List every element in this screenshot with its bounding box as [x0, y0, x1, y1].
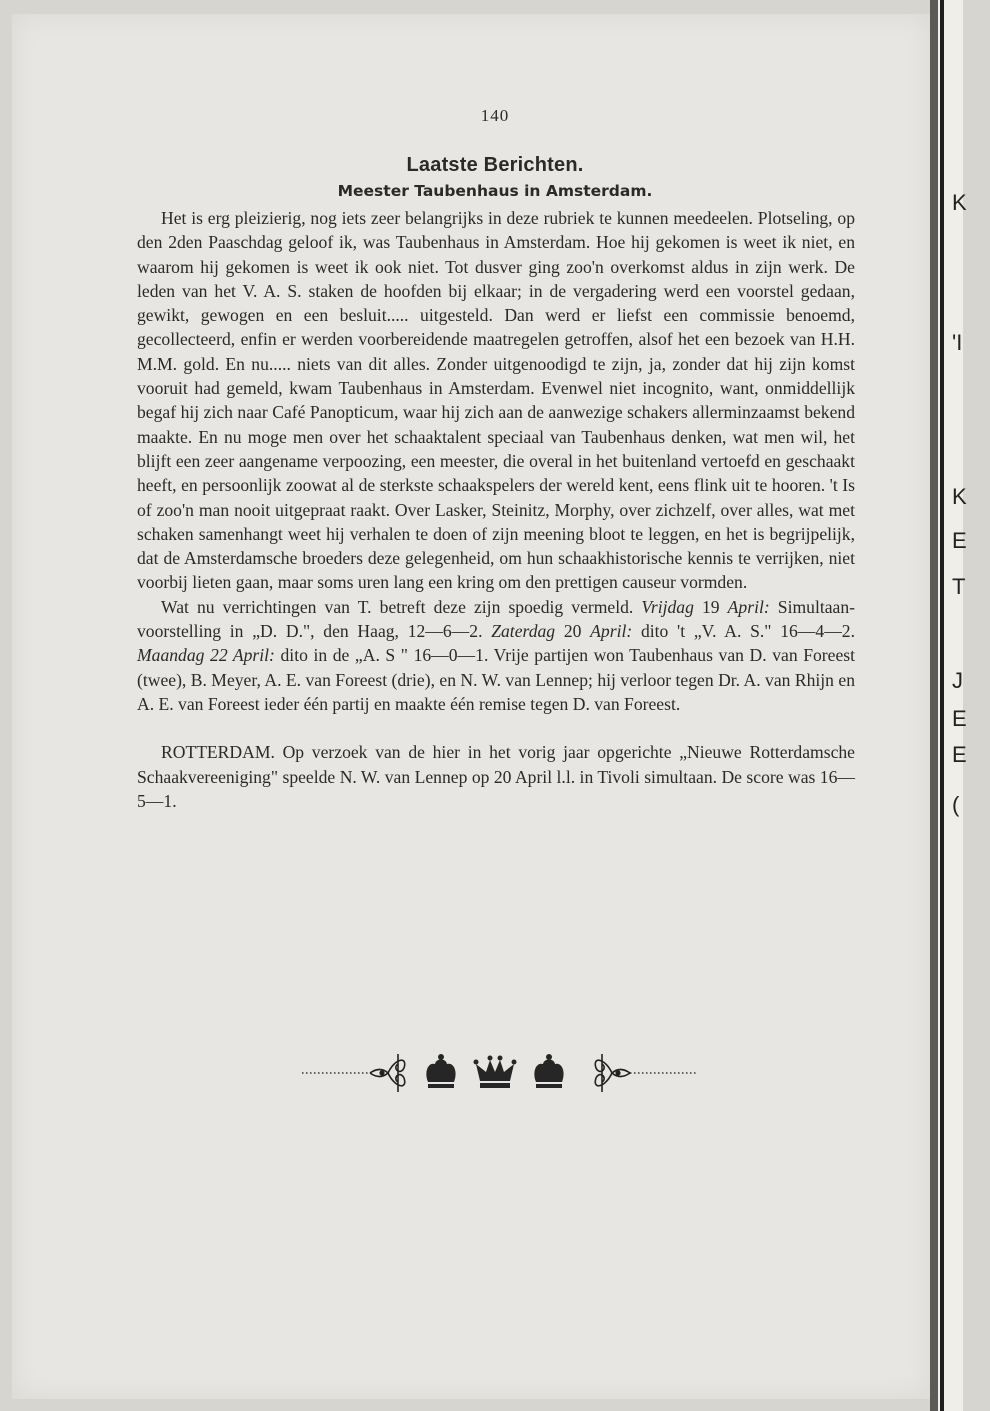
date-italic: Zaterdag: [491, 621, 556, 642]
date-number: 20: [555, 621, 591, 642]
results-intro: Wat nu verrichtingen van T. betreft deze zijn spoedig vermeld.: [161, 596, 642, 617]
scroll-flourish-left-icon: [370, 1054, 405, 1092]
date-italic: Maandag 22 April:: [137, 645, 275, 666]
results-text: dito 't „V. A. S." 16—4—2.: [632, 621, 855, 642]
date-number: 19: [693, 596, 728, 617]
edge-letter: E: [952, 528, 967, 553]
month-italic: April:: [727, 596, 770, 617]
edge-letter: K: [952, 190, 967, 215]
date-italic: Vrijdag: [641, 596, 694, 617]
edge-letter: 'I: [952, 330, 963, 355]
edge-letter: T: [952, 574, 966, 599]
edge-letter: J: [952, 668, 963, 693]
edge-letter: (: [952, 792, 960, 817]
decorative-ornament: [300, 1050, 700, 1096]
results-text: dito in de „A. S " 16—0—1. Vrije partijen won Taubenhaus van D. van Foreest (twee), B. Meyer, A. E. van Foreest (drie), en N. W. van Lennep; hij verloor tegen Dr. A. van Rhijn en A. E. van Foreest ieder één partij en maakte één remise tegen D. van Foreest.: [137, 645, 855, 714]
crown-icon: [426, 1054, 455, 1088]
page-gutter: [930, 0, 938, 1411]
page-number: 140: [480, 106, 510, 125]
crown-icon: [474, 1056, 517, 1089]
edge-letter: E: [952, 742, 967, 767]
month-italic: April:: [590, 621, 633, 642]
edge-letter: E: [952, 706, 967, 731]
paragraph-taubenhaus-visit: Het is erg pleizierig, nog iets zeer belangrijks in deze rubriek te kunnen meedeelen. Plotseling, op den 2den Paaschdag geloof ik, was Taubenhaus in Amsterdam. Hoe hij gekomen is weet ik niet, en waarom hij gekomen is weet ik ook niet. Tot dusver ging zoo'n overkomst aldus in zijn werk. De leden van het V. A. S. staken de hoofden bij elkaar; in de vergadering werd een voorstel gedaan, gewikt, gewogen en een besluit..... uitgesteld. Dan werd er liefst een commissie benoemd, gecollecteerd, enfin er werden voorbereidende maatregelen getroffen, alsof het een bezoek van H.H. M.M. gold. En nu..... niets van dit alles. Zonder uitgenoodigd te zijn, ja, zonder dat hij zijn komst vooruit had gemeld, kwam Taubenhaus in Amsterdam. Evenwel niet incognito, want, onmiddellijk begaf hij zich naar Café Panopticum, waar hij zich aan de aanwezige schakers allerminzaamst bekend maakte. En nu moge men over het schaaktalent speciaal van Taubenhaus denken, wat men wil, het blijft een zeer aangename verpoozing, een meester, die overal in het buitenland vertoefd en geschaakt heeft, en persoonlijk zoowat al de sterkste schaakspelers der wereld kent, eens flink uit te hooren. 't Is of zoo'n man nooit uitgepraat raakt. Over Lasker, Steinitz, Morphy, over zichzelf, over alles, wat met schaken samenhangt weet hij verhalen te doen of zijn meening bloot te leggen, en het is begrijpelijk, dat de Amsterdamsche broeders deze gelegenheid, om hun schaakhistorische kennis te verrijken, niet voorbij lieten gaan, maar soms uren lang een kring om den prettigen causeur vormden.: [137, 208, 855, 593]
paragraph-results: [137, 595, 855, 716]
section-heading: Laatste Berichten.: [406, 154, 584, 176]
article-title: Meester Taubenhaus in Amsterdam.: [337, 182, 653, 200]
article-body: [137, 206, 855, 813]
edge-letter: K: [952, 484, 967, 509]
results-text: Simultaan-voorstelling in „D. D.", den Haag, 12—6—2.: [137, 596, 855, 642]
paragraph-rotterdam: ROTTERDAM. Op verzoek van de hier in het vorig jaar opgerichte „Nieuwe Rotterdamsche Schaakvereeniging" speelde N. W. van Lennep op 20 April l.l. in Tivoli simultaan. De score was 16—5—1.: [137, 742, 855, 811]
crown-icon: [534, 1054, 563, 1088]
binding-stripe: [940, 0, 944, 1411]
scroll-flourish-right-icon: [595, 1054, 630, 1092]
